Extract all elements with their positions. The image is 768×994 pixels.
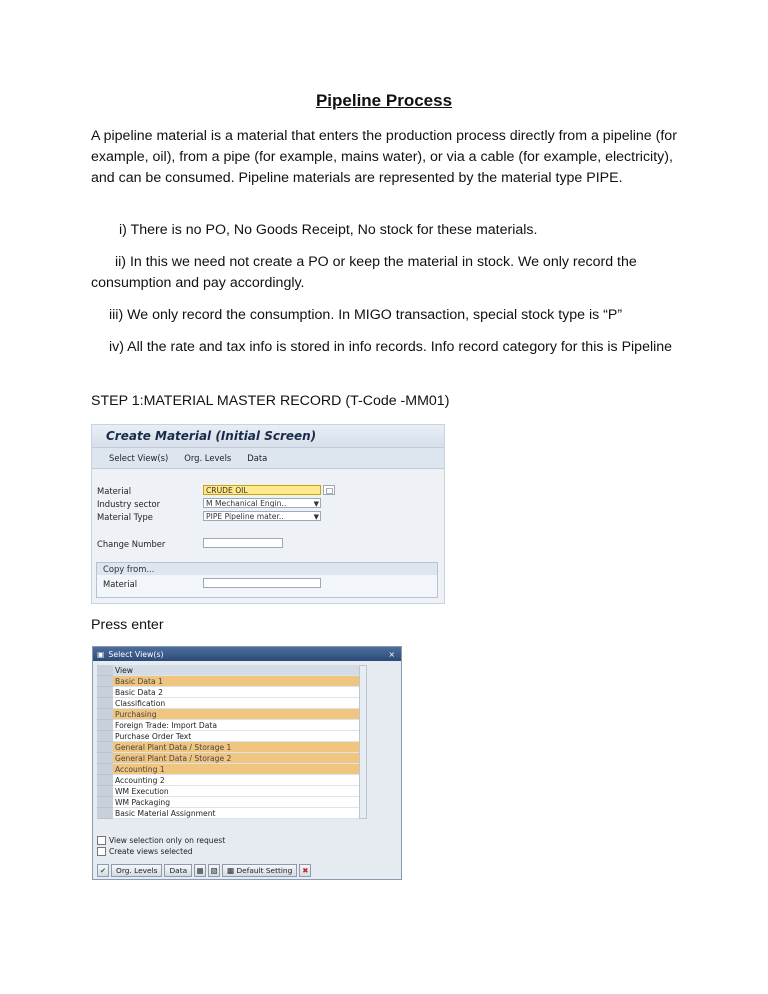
select-views-dialog [92,646,402,880]
view-label: WM Packaging [113,797,359,808]
material-type-value: PIPE Pipeline mater.. [206,512,284,521]
view-label: Basic Data 2 [113,687,359,698]
select-all-icon[interactable]: ▦ [194,864,206,877]
view-label: Purchasing [113,709,359,720]
copy-from-group [96,562,438,598]
view-on-request-option[interactable] [97,836,225,845]
row-selector[interactable] [97,676,113,687]
table-row[interactable] [97,742,359,753]
create-views-selected-option[interactable] [97,847,193,856]
row-selector[interactable] [97,797,113,808]
view-label: Foreign Trade: Import Data [113,720,359,731]
checkbox[interactable] [97,847,106,856]
table-row[interactable] [97,698,359,709]
page-title: Pipeline Process [315,91,453,110]
material-type-label: Material Type [97,512,153,522]
create-material-screenshot [91,424,445,604]
default-setting-label: Default Setting [236,866,293,875]
view-label: Basic Material Assignment [113,808,359,819]
copy-material-input[interactable] [203,578,321,588]
material-type-select[interactable] [203,511,321,521]
select-views-button[interactable]: Select View(s) [109,453,169,463]
press-enter-text: Press enter [91,617,164,633]
table-row[interactable] [97,797,359,808]
industry-sector-label: Industry sector [97,499,161,509]
change-number-input[interactable] [203,538,283,548]
data-button[interactable]: Data [247,453,268,463]
copy-from-heading: Copy from... [97,563,437,575]
dialog-button-bar [97,864,311,877]
row-selector[interactable] [97,742,113,753]
point-4: iv) All the rate and tax info is stored in info records. Info record category for this is Pipeline [109,339,673,355]
select-views-titlebar [93,647,401,661]
row-selector[interactable] [97,687,113,698]
view-label: General Plant Data / Storage 1 [113,742,359,753]
table-row[interactable] [97,775,359,786]
view-column-header: View [113,665,359,676]
point-3: iii) We only record the consumption. In MIGO transaction, special stock type is “P” [109,307,623,323]
view-label: Basic Data 1 [113,676,359,687]
close-icon[interactable]: × [388,649,395,659]
row-selector[interactable] [97,709,113,720]
select-views-title: Select View(s) [108,649,164,659]
industry-sector-select[interactable] [203,498,321,508]
deselect-all-icon[interactable]: ▧ [208,864,220,877]
industry-sector-value: M Mechanical Engin.. [206,499,287,508]
table-row[interactable] [97,808,359,819]
row-selector[interactable] [97,698,113,709]
create-material-toolbar [92,447,444,469]
change-number-label: Change Number [97,539,166,549]
save-icon: ▩ [227,866,237,875]
material-search-help-icon[interactable]: □ [323,485,335,495]
view-label: Classification [113,698,359,709]
table-row[interactable] [97,687,359,698]
table-row[interactable] [97,764,359,775]
data-dialog-button[interactable]: Data [164,864,192,877]
copy-material-label: Material [103,579,138,589]
table-row[interactable] [97,709,359,720]
create-views-selected-label: Create views selected [109,847,193,856]
row-selector[interactable] [97,808,113,819]
org-levels-dialog-button[interactable]: Org. Levels [111,864,162,877]
view-on-request-label: View selection only on request [109,836,226,845]
view-label: WM Execution [113,786,359,797]
material-label: Material [97,486,132,496]
row-selector[interactable] [97,753,113,764]
table-row[interactable] [97,786,359,797]
row-selector[interactable] [97,764,113,775]
material-input[interactable]: CRUDE OIL [203,485,321,495]
window-icon: ▣ [97,649,105,659]
vertical-scrollbar[interactable] [359,665,367,819]
cancel-icon[interactable]: ✖ [299,864,311,877]
row-selector[interactable] [97,731,113,742]
row-selector[interactable] [97,720,113,731]
intro-paragraph: A pipeline material is a material that enters the production process directly from a pipeline (for example, oil), from a pipe (for example, mains water), or via a cable (for example, electricity), and can be consumed. Pipeline materials are represented by the material type PIPE. [91,128,677,186]
table-row[interactable] [97,720,359,731]
create-material-title: Create Material (Initial Screen) [92,425,444,447]
views-table [97,665,359,819]
select-all-cell[interactable] [97,665,113,676]
chevron-down-icon: ▼ [313,500,319,508]
chevron-down-icon: ▼ [313,513,319,521]
table-row[interactable] [97,676,359,687]
row-selector[interactable] [97,786,113,797]
view-label: General Plant Data / Storage 2 [113,753,359,764]
checkbox[interactable] [97,836,106,845]
row-selector[interactable] [97,775,113,786]
table-row[interactable] [97,731,359,742]
point-2: ii) In this we need not create a PO or keep the material in stock. We only record the consumption and pay accordingly. [91,254,637,291]
view-label: Accounting 2 [113,775,359,786]
default-setting-button[interactable] [222,864,297,877]
view-label: Purchase Order Text [113,731,359,742]
table-row[interactable] [97,753,359,764]
confirm-check-icon[interactable]: ✔ [97,864,109,877]
step-1-heading: STEP 1:MATERIAL MASTER RECORD (T-Code -MM01) [91,393,450,409]
table-header-row [97,665,359,676]
point-1: i) There is no PO, No Goods Receipt, No stock for these materials. [119,222,538,238]
view-label: Accounting 1 [113,764,359,775]
org-levels-button[interactable]: Org. Levels [184,453,232,463]
